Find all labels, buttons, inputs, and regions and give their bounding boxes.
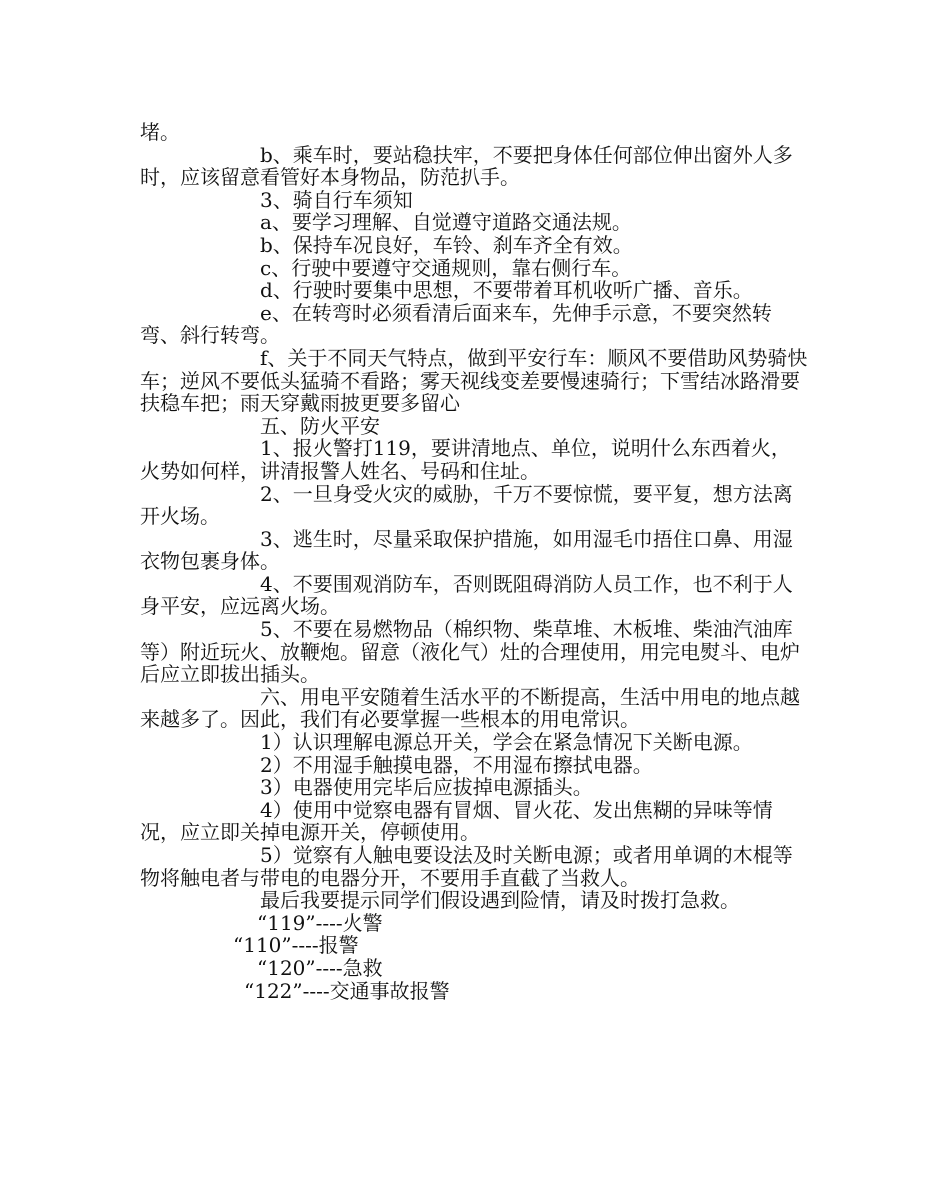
paragraph-bicycle-b: b、保持车况良好，车铃、刹车齐全有效。	[260, 232, 633, 257]
paragraph-continuation: 堵。	[140, 120, 180, 144]
paragraph-fire-3: 3、逃生时，尽量采取保护措施，如用湿毛巾捂住口鼻、用湿衣物包裹身体。	[140, 526, 793, 574]
paragraph-bicycle-c: c、行驶中要遵守交通规则，靠右侧行车。	[260, 255, 632, 280]
paragraph-electric-1: 1）认识理解电源总开关，学会在紧急情况下关断电源。	[260, 730, 753, 755]
paragraph-electric-4: 4）使用中觉察电器有冒烟、冒火花、发出焦糊的异味等情况，应立即关掉电源开关，停顿使用。	[140, 797, 773, 845]
paragraph-electric-5: 5）觉察有人触电要设法及时关断电源；或者用单调的木棍等物将触电者与带电的电器分开，不要用手直截了当救人。	[140, 843, 793, 890]
paragraph-fire-5: 5、不要在易燃物品（棉织物、柴草堆、木板堆、柴油汽油库等）附近玩火、放鞭炮。留意（液化气）灶的合理使用，用完电熨斗、电炉后应立即拔出插头。	[140, 617, 800, 687]
paragraph-closing-reminder: 最后我要提示同学们假设遇到险情，请及时拨打急救。	[260, 888, 740, 913]
paragraph-bicycle-heading: 3、骑自行车须知	[260, 187, 413, 212]
hotline-ambulance: “120”----急救	[257, 955, 383, 980]
document-body	[140, 121, 810, 1002]
paragraph-bicycle-a: a、要学习理解、自觉遵守道路交通法规。	[260, 210, 632, 235]
paragraph-fire-1: 1、报火警打119，要讲清地点、单位，说明什么东西着火，火势如何样，讲清报警人姓名、号码和住址。	[140, 436, 791, 483]
paragraph-fire-4: 4、不要围观消防车，否则既阻碍消防人员工作，也不利于人身平安，应远离火场。	[140, 571, 793, 619]
hotline-police: “110”----报警	[233, 933, 359, 958]
paragraph-fire-2: 2、一旦身受火灾的威胁，千万不要惊慌，要平复，想方法离开火场。	[140, 481, 793, 529]
paragraph-bicycle-d: d、行驶时要集中思想，不要带着耳机收听广播、音乐。	[260, 278, 753, 303]
hotline-traffic-accident: “122”----交通事故报警	[244, 978, 450, 1003]
paragraph-electric-2: 2）不用湿手触摸电器，不用湿布擦拭电器。	[260, 752, 653, 777]
paragraph-bicycle-f: f、关于不同天气特点，做到平安行车：顺风不要借助风势骑快车；逆风不要低头猛骑不看路；雾天视线变差要慢速骑行；下雪结冰路滑要扶稳车把；雨天穿戴雨披更要多留心	[140, 345, 808, 416]
paragraph-bicycle-e: e、在转弯时必须看清后面来车，先伸手示意，不要突然转弯、斜行转弯。	[140, 300, 772, 348]
section-heading-fire-safety: 五、防火平安	[260, 413, 380, 438]
paragraph-electric-3: 3）电器使用完毕后应拔掉电源插头。	[260, 775, 593, 800]
hotline-fire: “119”----火警	[257, 910, 383, 935]
paragraph-bus-safety-b: b、乘车时，要站稳扶牢，不要把身体任何部位伸出窗外人多时，应该留意看管好本身物品，防范扒手。	[140, 142, 793, 190]
section-heading-electric-safety: 六、用电平安随着生活水平的不断提高，生活中用电的地点越来越多了。因此，我们有必要掌握一些根本的用电常识。	[140, 684, 800, 732]
